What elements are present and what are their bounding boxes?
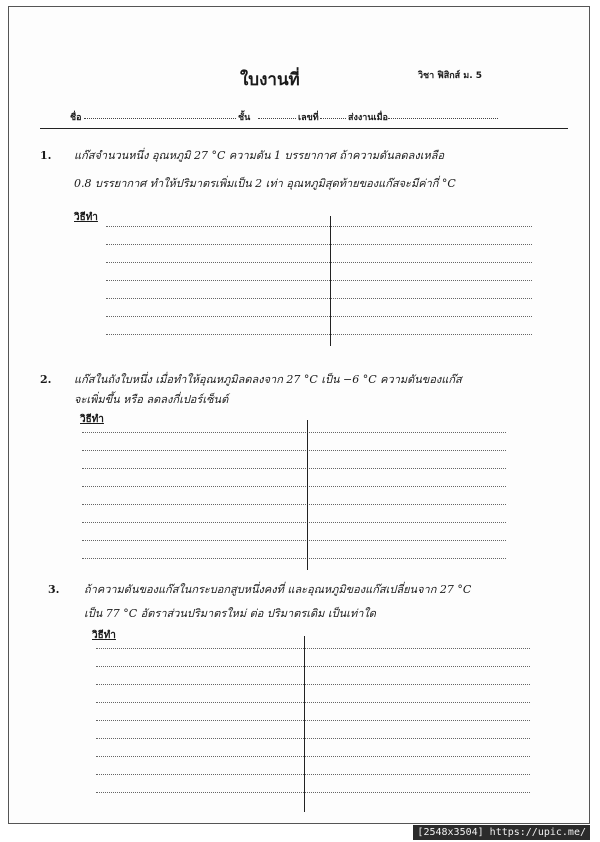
question-number: 2. [40,373,52,386]
question-2 [40,366,570,426]
image-size-stamp: [2548x3504] https://upic.me/ [413,825,590,840]
class-label: ชั้น [238,113,251,123]
answer-area-1[interactable] [106,214,532,348]
answer-area-3[interactable] [96,636,530,814]
student-info-row [70,110,570,126]
number-label: เลขที่ [298,113,319,123]
submit-field[interactable] [388,118,498,119]
question-text-line-1: แก๊สในถังใบหนึ่ง เมื่อทำให้อุณหภูมิลดลงจาก 27 °C เป็น −6 °C ความดันของแก๊ส [74,373,462,386]
question-number: 3. [48,583,60,596]
question-text-line-2: เป็น 77 °C อัตราส่วนปริมาตรใหม่ ต่อ ปริมาตรเดิม เป็นเท่าใด [84,607,376,620]
question-number: 1. [40,149,52,162]
question-text-line-1: แก๊สจำนวนหนึ่ง อุณหภูมิ 27 °C ความดัน 1 บรรยากาศ ถ้าความดันลดลงเหลือ [74,149,445,162]
answer-divider [307,420,308,570]
answer-area-2[interactable] [82,420,506,570]
header-divider [40,128,568,129]
answer-divider [330,216,331,346]
answer-divider [304,636,305,812]
name-label: ชื่อ [70,113,82,123]
question-text-line-2: จะเพิ่มขึ้น หรือ ลดลงกี่เปอร์เซ็นต์ [74,393,229,406]
question-1 [40,142,570,202]
method-label: วิธีทำ [92,630,116,641]
class-field[interactable] [258,118,296,119]
question-text-line-1: ถ้าความดันของแก๊สในกระบอกสูบหนึ่งคงที่ และอุณหภูมิของแก๊สเปลี่ยนจาก 27 °C [84,583,472,596]
method-label: วิธีทำ [80,414,104,425]
number-field[interactable] [320,118,346,119]
method-label: วิธีทำ [74,212,98,223]
submit-label: ส่งงานเมื่อ [348,113,388,123]
page-title: ใบงานที่ [240,70,300,90]
name-field[interactable] [84,118,236,119]
question-3 [48,576,572,636]
question-text-line-2: 0.8 บรรยากาศ ทำให้ปริมาตรเพิ่มเป็น 2 เท่า อุณหภูมิสุดท้ายของแก๊สจะมีค่ากี่ °C [74,177,456,190]
subject-label: วิชา ฟิสิกส์ ม. 5 [418,71,483,81]
